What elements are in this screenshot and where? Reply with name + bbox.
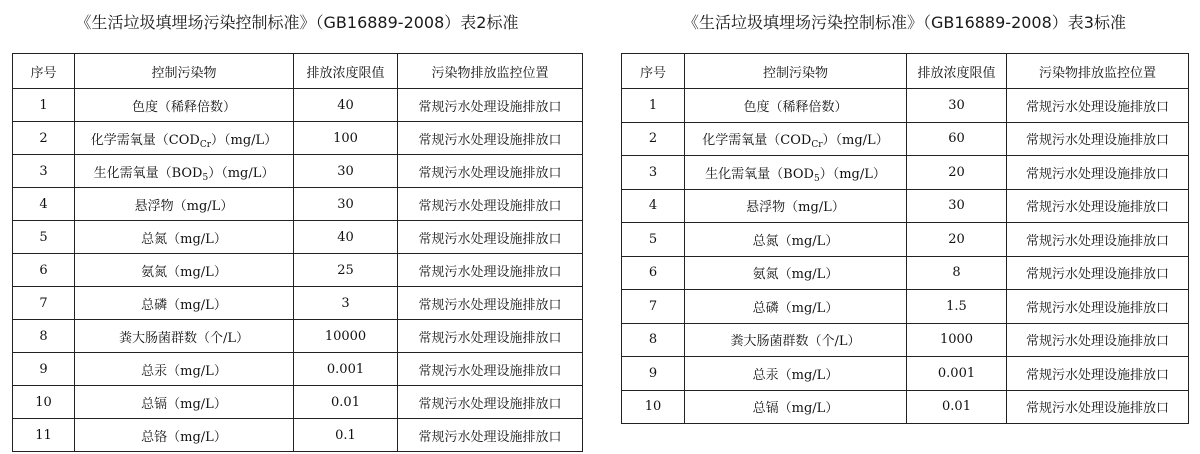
pollutant-name: 悬浮物（mg/L） [685,189,907,223]
row-number: 8 [13,320,75,353]
monitoring-location: 常规污水处理设施排放口 [1007,89,1189,123]
pollutant-subscript: Cr [811,140,823,151]
table-row [13,386,583,419]
pollutant-name [685,156,907,190]
limit-value: 30 [907,189,1007,223]
table-row [622,256,1189,290]
pollutant-name: 总汞（mg/L） [75,353,294,386]
table-header-row [622,54,1189,89]
table-row [622,223,1189,257]
header-limit: 排放浓度限值 [294,54,398,89]
pollutant-name: 氨氮（mg/L） [75,254,294,287]
pollutant-name [75,155,294,188]
pollutant-name-main: 化学需氧量（COD [702,133,812,149]
monitoring-location: 常规污水处理设施排放口 [1007,156,1189,190]
table-2-body [13,89,583,452]
monitoring-location: 常规污水处理设施排放口 [398,89,583,122]
pollutant-name: 总磷（mg/L） [685,290,907,324]
pollutant-name: 总铬（mg/L） [75,419,294,452]
monitoring-location: 常规污水处理设施排放口 [398,221,583,254]
table-3-caption: 《生活垃圾填埋场污染控制标准》（GB16889-2008）表3标准 [683,13,1126,32]
limit-value: 30 [294,155,398,188]
pollutant-name: 总氮（mg/L） [685,223,907,257]
limit-value: 0.001 [294,353,398,386]
row-number: 5 [622,223,685,257]
monitoring-location: 常规污水处理设施排放口 [1007,357,1189,391]
row-number: 5 [13,221,75,254]
monitoring-location: 常规污水处理设施排放口 [398,254,583,287]
pollutant-name-main: 生化需氧量（BOD [93,165,203,181]
limit-value: 3 [294,287,398,320]
pollutant-name: 色度（稀释倍数） [685,89,907,123]
row-number: 10 [13,386,75,419]
row-number: 3 [622,156,685,190]
row-number: 9 [13,353,75,386]
row-number: 2 [13,122,75,155]
pollutant-unit: ）（mg/L） [208,165,275,181]
row-number: 1 [622,89,685,123]
limit-value: 100 [294,122,398,155]
pollutant-name: 总镉（mg/L） [75,386,294,419]
monitoring-location: 常规污水处理设施排放口 [1007,189,1189,223]
monitoring-location: 常规污水处理设施排放口 [398,386,583,419]
row-number: 10 [622,390,685,424]
monitoring-location: 常规污水处理设施排放口 [398,353,583,386]
monitoring-location: 常规污水处理设施排放口 [398,188,583,221]
limit-value: 60 [907,122,1007,156]
table-2 [12,53,583,452]
monitoring-location: 常规污水处理设施排放口 [1007,122,1189,156]
limit-value: 0.01 [907,390,1007,424]
row-number: 7 [13,287,75,320]
monitoring-location: 常规污水处理设施排放口 [398,155,583,188]
limit-value: 25 [294,254,398,287]
table-row [13,353,583,386]
monitoring-location: 常规污水处理设施排放口 [1007,223,1189,257]
table-row [622,122,1189,156]
table-row [622,290,1189,324]
table-row [622,323,1189,357]
row-number: 8 [622,323,685,357]
row-number: 2 [622,122,685,156]
row-number: 4 [622,189,685,223]
header-pollutant: 控制污染物 [685,54,907,89]
limit-value: 20 [907,156,1007,190]
pollutant-name: 粪大肠菌群数（个/L） [685,323,907,357]
table-2-caption: 《生活垃圾填埋场污染控制标准》（GB16889-2008）表2标准 [75,13,519,32]
table-row [622,357,1189,391]
pollutant-subscript: 5 [813,173,820,184]
pollutant-unit: ）（mg/L） [822,133,889,149]
row-number: 11 [13,419,75,452]
table-row [13,419,583,452]
row-number: 3 [13,155,75,188]
table-row [13,221,583,254]
pollutant-unit: ）（mg/L） [819,166,886,182]
table-row [13,320,583,353]
row-number: 4 [13,188,75,221]
monitoring-location: 常规污水处理设施排放口 [398,122,583,155]
monitoring-location: 常规污水处理设施排放口 [398,419,583,452]
pollutant-name: 色度（稀释倍数） [75,89,294,122]
table-row [13,188,583,221]
pollutant-name [685,122,907,156]
table-header-row [13,54,583,89]
pollutant-name: 总镉（mg/L） [685,390,907,424]
limit-value: 1000 [907,323,1007,357]
limit-value: 40 [294,221,398,254]
limit-value: 0.01 [294,386,398,419]
header-pollutant: 控制污染物 [75,54,294,89]
limit-value: 30 [907,89,1007,123]
table-row [13,155,583,188]
pollutant-subscript: 5 [202,172,209,183]
row-number: 6 [13,254,75,287]
table-row [13,254,583,287]
limit-value: 20 [907,223,1007,257]
monitoring-location: 常规污水处理设施排放口 [398,320,583,353]
table-row [622,156,1189,190]
monitoring-location: 常规污水处理设施排放口 [1007,390,1189,424]
limit-value: 30 [294,188,398,221]
pollutant-name: 悬浮物（mg/L） [75,188,294,221]
pollutant-subscript: Cr [199,139,212,150]
header-limit: 排放浓度限值 [907,54,1007,89]
limit-value: 1.5 [907,290,1007,324]
pollutant-name: 总氮（mg/L） [75,221,294,254]
table-row [13,122,583,155]
pollutant-name: 粪大肠菌群数（个/L） [75,320,294,353]
header-location: 污染物排放监控位置 [1007,54,1189,89]
limit-value: 40 [294,89,398,122]
monitoring-location: 常规污水处理设施排放口 [1007,256,1189,290]
table-3 [621,53,1189,424]
pollutant-name [75,122,294,155]
table-row [622,189,1189,223]
pollutant-name-main: 化学需氧量（COD [90,132,200,148]
row-number: 6 [622,256,685,290]
limit-value: 8 [907,256,1007,290]
monitoring-location: 常规污水处理设施排放口 [398,287,583,320]
monitoring-location: 常规污水处理设施排放口 [1007,323,1189,357]
header-no: 序号 [13,54,75,89]
monitoring-location: 常规污水处理设施排放口 [1007,290,1189,324]
row-number: 7 [622,290,685,324]
table-row [622,390,1189,424]
pollutant-name: 总汞（mg/L） [685,357,907,391]
limit-value: 0.001 [907,357,1007,391]
pollutant-unit: ）（mg/L） [211,132,278,148]
table-row [622,89,1189,123]
limit-value: 0.1 [294,419,398,452]
pollutant-name: 总磷（mg/L） [75,287,294,320]
limit-value: 10000 [294,320,398,353]
row-number: 9 [622,357,685,391]
table-row [13,287,583,320]
pollutant-name-main: 生化需氧量（BOD [705,166,814,182]
table-3-body [622,89,1189,424]
header-no: 序号 [622,54,685,89]
header-location: 污染物排放监控位置 [398,54,583,89]
row-number: 1 [13,89,75,122]
table-row [13,89,583,122]
pollutant-name: 氨氮（mg/L） [685,256,907,290]
